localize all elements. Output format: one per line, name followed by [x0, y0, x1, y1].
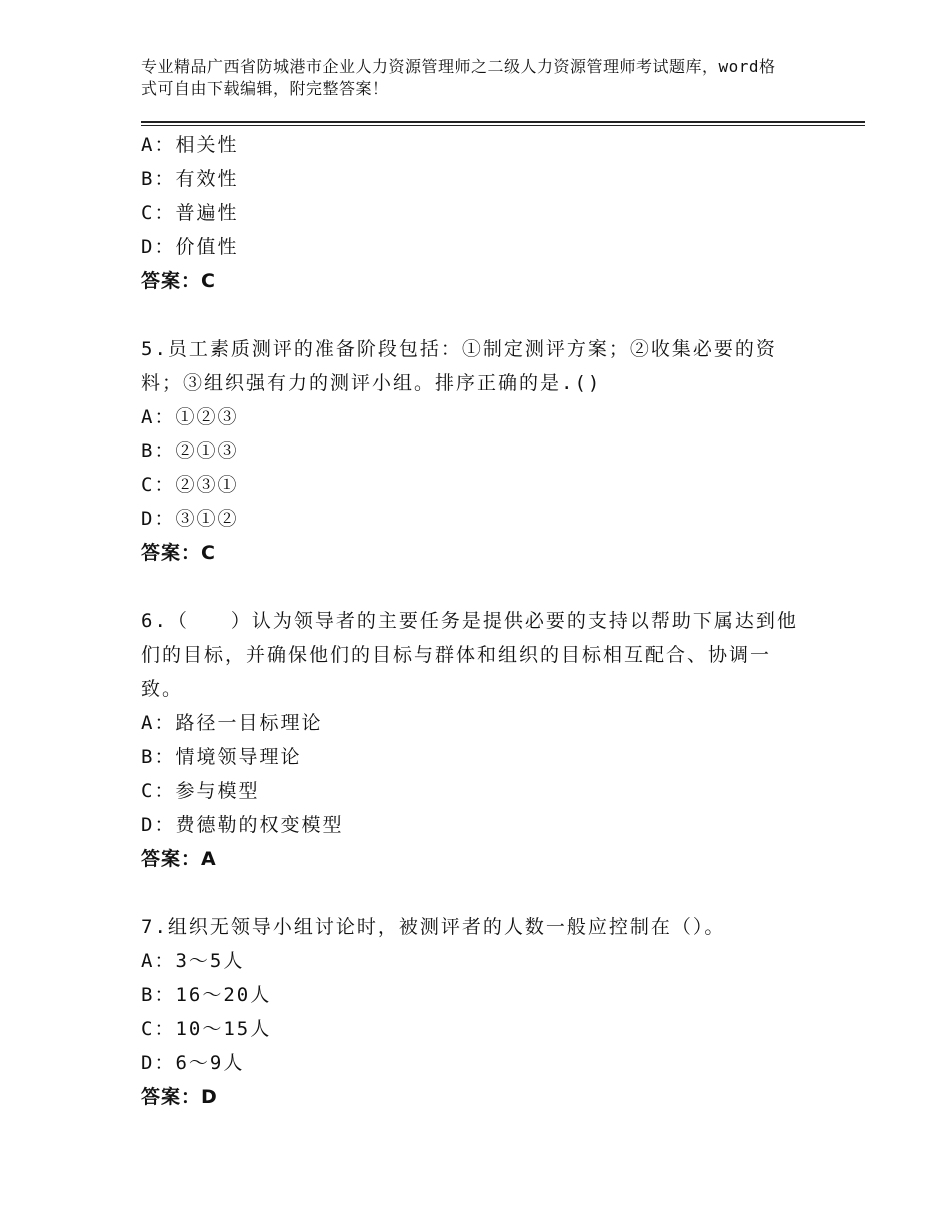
option-d: D：价值性: [141, 236, 239, 258]
answer-line: 答案：C: [141, 542, 216, 564]
option-d: D：③①②: [141, 508, 239, 530]
question-5: [141, 332, 801, 570]
header-rule-thick: [141, 121, 865, 123]
option-a: A：①②③: [141, 406, 239, 428]
answer-line: 答案：A: [141, 848, 217, 870]
document-body: [141, 128, 801, 1114]
option-c: C：②③①: [141, 474, 239, 496]
header-rule-thin: [141, 125, 865, 126]
document-header: 专业精品广西省防城港市企业人力资源管理师之二级人力资源管理师考试题库，word格式可自由下载编辑，附完整答案！: [141, 57, 776, 98]
answer-line: 答案：D: [141, 1086, 218, 1108]
question-text: 6.（ ）认为领导者的主要任务是提供必要的支持以帮助下属达到他们的目标，并确保他们的目标与群体和组织的目标相互配合、协调一致。: [141, 610, 798, 700]
question-7: [141, 910, 801, 1114]
option-b: B：情境领导理论: [141, 746, 302, 768]
question-text: 7.组织无领导小组讨论时，被测评者的人数一般应控制在（）。: [141, 916, 726, 938]
option-b: B：有效性: [141, 168, 239, 190]
answer-line: 答案：C: [141, 270, 216, 292]
question-6: [141, 604, 801, 876]
option-a: A：路径一目标理论: [141, 712, 323, 734]
option-c: C：普遍性: [141, 202, 239, 224]
option-a: A：相关性: [141, 134, 239, 156]
option-d: D：6～9人: [141, 1052, 245, 1074]
option-b: B：16～20人: [141, 984, 272, 1006]
option-d: D：费德勒的权变模型: [141, 814, 344, 836]
option-b: B：②①③: [141, 440, 239, 462]
question-text: 5.员工素质测评的准备阶段包括：①制定测评方案；②收集必要的资料；③组织强有力的测评小组。排序正确的是.(): [141, 338, 777, 394]
option-a: A：3～5人: [141, 950, 245, 972]
option-c: C：参与模型: [141, 780, 260, 802]
option-c: C：10～15人: [141, 1018, 272, 1040]
question-continued: [141, 128, 801, 298]
